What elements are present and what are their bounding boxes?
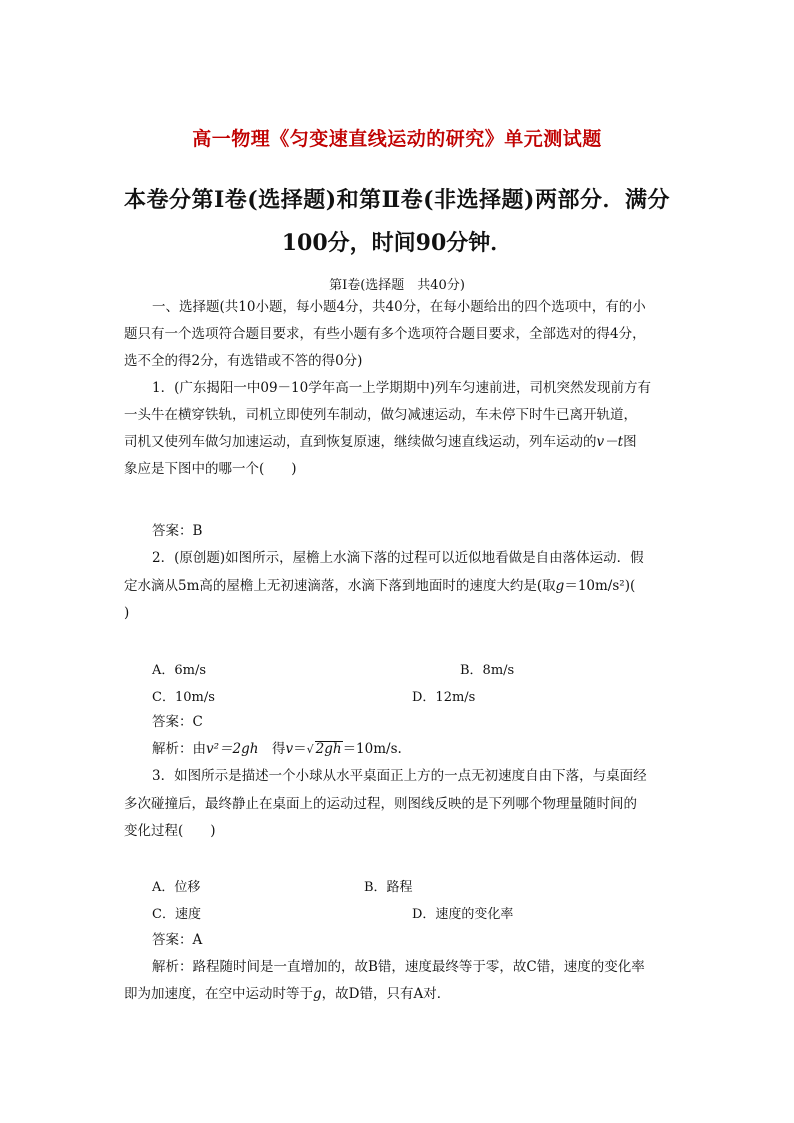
q1-line-2: 一头牛在横穿铁轨，司机立即使列车制动，做匀减速运动，车未停下时牛已离开轨道， bbox=[124, 407, 637, 423]
q1-line-3-text: 司机又使列车做匀加速运动，直到恢复原速，继续做匀速直线运动，列车运动的 bbox=[124, 434, 597, 450]
q3-option-b: B．路程 bbox=[364, 880, 413, 895]
q2-analysis-eq: ＝ bbox=[293, 741, 307, 757]
q2-analysis-prefix: 解析：由 bbox=[152, 741, 206, 757]
q1-answer: 答案：B bbox=[152, 523, 203, 539]
page-title: 高一物理《匀变速直线运动的研究》单元测试题 bbox=[192, 128, 602, 150]
q2-option-a: A．6m/s bbox=[152, 663, 207, 678]
q1-line-3-end: 图 bbox=[623, 434, 637, 450]
instructions-line-2: 题只有一个选项符合题目要求，有些小题有多个选项符合题目要求，全部选对的得4分， bbox=[124, 326, 646, 342]
q2-answer: 答案：C bbox=[152, 714, 203, 730]
q3-line-2: 多次碰撞后，最终静止在桌面上的运动过程，则图线反映的是下列哪个物理量随时间的 bbox=[124, 796, 637, 812]
q2-analysis-end: ＝10m/s. bbox=[342, 741, 402, 757]
q3-analysis-line-1: 解析：路程随时间是一直增加的，故B错，速度最终等于零，故C错，速度的变化率 bbox=[152, 959, 645, 975]
q3-line-1: 3．如图所示是描述一个小球从水平桌面正上方的一点无初速度自由下落，与桌面经 bbox=[152, 768, 647, 784]
q2-line-2a: 定水滴从5m高的屋檐上无初速滴落，水滴下落到地面时的速度大约是(取 bbox=[124, 578, 556, 594]
q2-analysis-sqrt: 2gh bbox=[315, 741, 342, 757]
sqrt-icon: √ bbox=[306, 743, 314, 756]
intro-line-2: 100分，时间90分钟． bbox=[281, 230, 513, 256]
q2-option-c: C．10m/s bbox=[152, 690, 215, 705]
intro-line-1: 本卷分第Ⅰ卷(选择题)和第Ⅱ卷(非选择题)两部分．满分 bbox=[124, 187, 670, 213]
q3-option-c: C．速度 bbox=[152, 907, 201, 922]
q2-line-2 bbox=[124, 577, 635, 595]
q3-g-symbol: g bbox=[313, 986, 322, 1002]
q3-analysis-2a: 即为加速度，在空中运动时等于 bbox=[124, 986, 313, 1002]
instructions-line-3: 选不全的得2分，有选错或不答的得0分) bbox=[124, 353, 363, 369]
q3-option-a: A．位移 bbox=[152, 880, 201, 895]
q2-analysis-v: v bbox=[285, 741, 294, 757]
q2-analysis-eq1: v²＝2gh bbox=[206, 741, 259, 757]
q3-answer: 答案：A bbox=[152, 932, 203, 948]
q3-analysis-line-2 bbox=[124, 985, 450, 1003]
q1-line-1: 1．(广东揭阳一中09－10学年高一上学期期中)列车匀速前进，司机突然发现前方有 bbox=[152, 380, 651, 396]
q3-line-3: 变化过程( ) bbox=[124, 823, 216, 839]
q3-analysis-2b: ，故D错，只有A对． bbox=[321, 986, 451, 1002]
q2-line-2b: ＝10m/s²)( bbox=[564, 578, 636, 594]
section-heading: 第Ⅰ卷(选择题 共40分) bbox=[329, 278, 465, 293]
q1-line-4: 象应是下图中的哪一个( ) bbox=[124, 461, 297, 477]
q2-option-d: D．12m/s bbox=[412, 690, 476, 705]
q2-analysis-mid: 得 bbox=[258, 741, 286, 757]
q3-option-d: D．速度的变化率 bbox=[412, 907, 514, 922]
q2-analysis bbox=[152, 740, 402, 759]
q2-g-symbol: g bbox=[555, 578, 565, 594]
q2-line-1: 2．(原创题)如图所示，屋檐上水滴下落的过程可以近似地看做是自由落体运动．假 bbox=[152, 550, 644, 566]
q2-option-b: B．8m/s bbox=[460, 663, 515, 678]
q1-line-3 bbox=[124, 433, 637, 451]
q1-vt-symbol: v－t bbox=[596, 434, 624, 450]
instructions-line-1: 一、选择题(共10小题，每小题4分，共40分，在每小题给出的四个选项中，有的小 bbox=[152, 299, 646, 315]
q2-line-3: ) bbox=[124, 605, 130, 621]
